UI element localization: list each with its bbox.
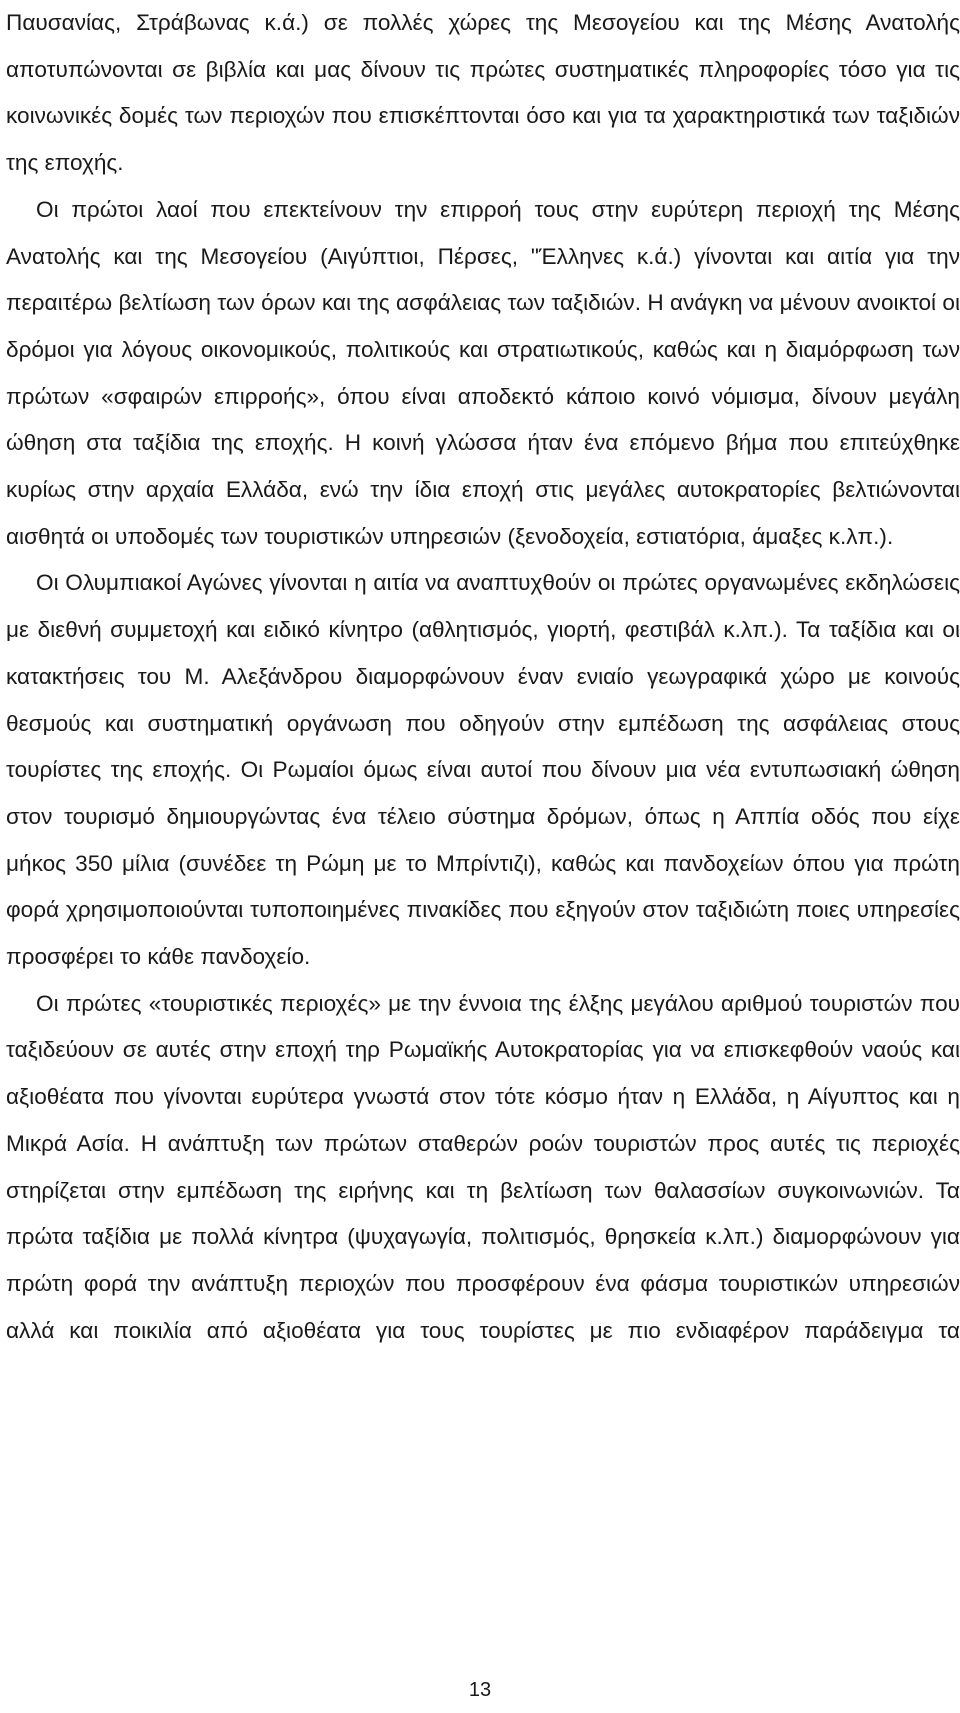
document-body [6, 0, 960, 1354]
paragraph-1: Παυσανίας, Στράβωνας κ.ά.) σε πολλές χώρες της Μεσογείου και της Μέσης Ανατολής αποτυπώνονται σε βιβλία και μας δίνουν τις πρώτες συστηματικές πληροφορίες τόσο για τις κοινωνικές δομές των περιοχών που επισκέπτονται όσο και για τα χαρακτηριστικά των ταξιδιών της εποχής. [6, 10, 960, 176]
paragraph-4: Οι πρώτες «τουριστικές περιοχές» με την έννοια της έλξης μεγάλου αριθμού τουριστών που ταξιδεύουν σε αυτές στην εποχή τηρ Ρωμαϊκής Αυτοκρατορίας για να επισκεφθούν ναούς και αξιοθέατα που γίνονται ευρύτερα γνωστά στον τότε κόσμο ήταν η Ελλάδα, η Αίγυπτος και η Μικρά Ασία. Η ανάπτυξη των πρώτων σταθερών ροών τουριστών προς αυτές τις περιοχές στηρίζεται στην εμπέδωση της ειρήνης και τη βελτίωση των θαλασσίων συγκοινωνιών. Τα πρώτα ταξίδια με πολλά κίνητρα (ψυχαγωγία, πολιτισμός, θρησκεία κ.λπ.) διαμορφώνουν για πρώτη φορά την ανάπτυξη περιοχών που προσφέρουν ένα φάσμα τουριστικών υπηρεσιών αλλά και ποικιλία από αξιοθέατα για τους τουρίστες με πιο ενδιαφέρον παράδειγμα τα [6, 990, 960, 1343]
paragraph-2: Οι πρώτοι λαοί που επεκτείνουν την επιρροή τους στην ευρύτερη περιοχή της Μέσης Ανατολής και της Μεσογείου (Αιγύπτιοι, Πέρσες, "Έλληνες κ.ά.) γίνονται και αιτία για την περαιτέρω βελτίωση των όρων και της ασφάλειας των ταξιδιών. Η ανάγκη να μένουν ανοικτοί οι δρόμοι για λόγους οικονομικούς, πολιτικούς και στρατιωτικούς, καθώς και η διαμόρφωση των πρώτων «σφαιρών επιρροής», όπου είναι αποδεκτό κάποιο κοινό νόμισμα, δίνουν μεγάλη ώθηση στα ταξίδια της εποχής. Η κοινή γλώσσα ήταν ένα επόμενο βήμα που επιτεύχθηκε κυρίως στην αρχαία Ελλάδα, ενώ την ίδια εποχή στις μεγάλες αυτοκρατορίες βελτιώνονται αισθητά οι υποδομές των τουριστικών υπηρεσιών (ξενοδοχεία, εστιατόρια, άμαξες κ.λπ.). [6, 196, 960, 549]
paragraph-3: Οι Ολυμπιακοί Αγώνες γίνονται η αιτία να αναπτυχθούν οι πρώτες οργανωμένες εκδηλώσεις με διεθνή συμμετοχή και ειδικό κίνητρο (αθλητισμός, γιορτή, φεστιβάλ κ.λπ.). Τα ταξίδια και οι κατακτήσεις του Μ. Αλεξάνδρου διαμορφώνουν έναν ενιαίο γεωγραφικά χώρο με κοινούς θεσμούς και συστηματική οργάνωση που οδηγούν στην εμπέδωση της ασφάλειας στους τουρίστες της εποχής. Οι Ρωμαίοι όμως είναι αυτοί που δίνουν μια νέα εντυπωσιακή ώθηση στον τουρισμό δημιουργώντας ένα τέλειο σύστημα δρόμων, όπως η Αππία οδός που είχε μήκος 350 μίλια (συνέδεε τη Ρώμη με το Μπρίντιζι), καθώς και πανδοχείων όπου για πρώτη φορά χρησιμοποιούνται τυποποιημένες πινακίδες που εξηγούν στον ταξιδιώτη ποιες υπηρεσίες προσφέρει το κάθε πανδοχείο. [6, 570, 960, 970]
page-number: 13 [468, 1679, 492, 1701]
